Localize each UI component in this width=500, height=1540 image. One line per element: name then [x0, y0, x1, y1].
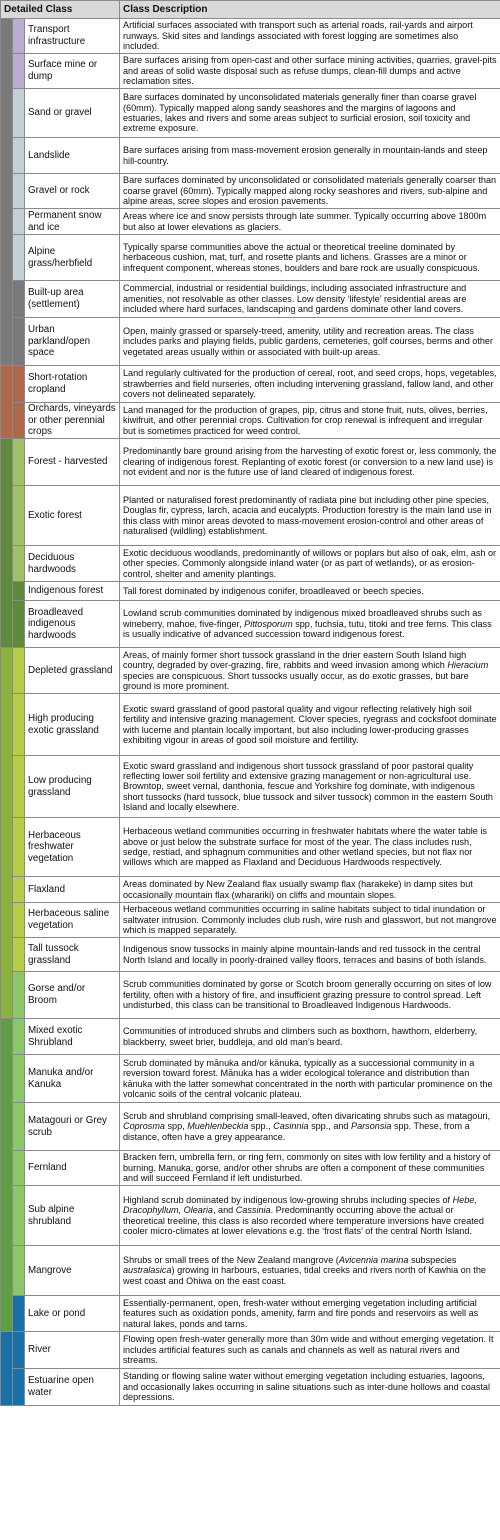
class-name: Alpine grass/herbfield: [25, 235, 120, 281]
table-row: [1, 318, 500, 366]
description-text: species are conspicuous. Short tussocks usually occur, as do exotic grasses, but bare ground is more prominent.: [123, 670, 469, 691]
table-row: [1, 938, 500, 972]
class-color-swatch: [13, 1186, 25, 1246]
class-name: Surface mine or dump: [25, 54, 120, 89]
class-description: [120, 138, 500, 174]
class-name: Short-rotation cropland: [25, 366, 120, 403]
description-text: Exotic sward grassland of good pastoral quality and vigour reflecting relatively high soil fertility and intensive grazing management. Clover species, ryegrass and cocksfoot dominate with lucerne and plantain locally important, but also including lower-producing grasses exhibiting vigour in areas of good soil moisture and fertility.: [123, 703, 497, 745]
class-color-swatch: [13, 54, 25, 89]
table-row: [1, 694, 500, 756]
class-name: Forest - harvested: [25, 439, 120, 486]
class-color-swatch: [13, 818, 25, 877]
group-color-swatch: [1, 1019, 13, 1332]
description-text: Standing or flowing saline water without emerging vegetation including estuaries, lagoons, and occasionally lakes occurring in saline situations such as inter-dune hollows and coastal depressions.: [123, 1371, 490, 1403]
table-row: [1, 281, 500, 318]
class-color-swatch: [13, 318, 25, 366]
class-color-swatch: [13, 1369, 25, 1406]
class-color-swatch: [13, 938, 25, 972]
description-text: Land regularly cultivated for the production of cereal, root, and seed crops, hops, vegetables, strawberries and field nurseries, often including intervening grassland, fallow land, and other covers not delineated separately.: [123, 368, 497, 400]
table-row: [1, 19, 500, 54]
description-text: Areas, of mainly former short tussock grassland in the drier eastern South Island high country, degraded by over-grazing, fire, rabbits and weed invasion among which: [123, 649, 467, 671]
detailed-class-header: Detailed Class: [1, 1, 120, 19]
class-name: Herbaceous freshwater vegetation: [25, 818, 120, 877]
class-name: Broadleaved indigenous hardwoods: [25, 601, 120, 648]
description-text: spp, fuchsia, tutu, titoki and tree ferns. This class is usually indicative of advanced succession toward indigenous forest.: [123, 618, 492, 640]
class-description: [120, 318, 500, 366]
description-text: , and: [212, 1205, 236, 1216]
description-text: subspecies: [408, 1254, 457, 1265]
class-description: [120, 235, 500, 281]
species-name: australasica: [123, 1265, 172, 1276]
class-name: Orchards, vineyards or other perennial crops: [25, 403, 120, 439]
table-row: [1, 89, 500, 138]
class-color-swatch: [13, 877, 25, 903]
class-color-swatch: [13, 366, 25, 403]
class-description: [120, 89, 500, 138]
class-name: Indigenous forest: [25, 582, 120, 601]
species-name: Pittosporum: [244, 618, 293, 629]
class-color-swatch: [13, 1055, 25, 1103]
description-text: Essentially-permanent, open, fresh-water without emerging vegetation including artificial features such as oxidation ponds, amenity, farm and fire ponds and reservoirs as well as natural lakes, ponds and tarns.: [123, 1297, 479, 1329]
table-row: [1, 1103, 500, 1151]
description-text: spp., and: [308, 1121, 352, 1132]
class-name: Sub alpine shrubland: [25, 1186, 120, 1246]
class-description: [120, 546, 500, 582]
description-text: Indigenous snow tussocks in mainly alpine mountain-lands and red tussock in the central North Island and locally in poorly-drained valley floors, terraces and basins of both islands.: [123, 944, 487, 965]
description-text: Planted or naturalised forest predominantly of radiata pine but including other pine species, Douglas fir, cypress, larch, acacia and eucalypts. Production forestry is the main land use in this class with minor areas devoted to mass-movement erosion-control and other areas of naturalised (wildling) establishment.: [123, 494, 492, 536]
class-color-swatch: [13, 903, 25, 938]
description-text: . Predominantly occurring above the actual or theoretical treeline, this class is also recorded where temperature inversions have created cooler micro-climates at lower elevations e.g. the ‘frost flats’ of the central North Island.: [123, 1205, 484, 1236]
class-description: [120, 19, 500, 54]
class-name: Landslide: [25, 138, 120, 174]
table-row: [1, 903, 500, 938]
table-row: [1, 439, 500, 486]
description-text: spp.,: [248, 1121, 274, 1132]
class-description: [120, 938, 500, 972]
class-name: Low producing grassland: [25, 756, 120, 818]
class-name: Gorse and/or Broom: [25, 972, 120, 1019]
class-color-swatch: [13, 174, 25, 209]
class-description: [120, 1019, 500, 1055]
class-color-swatch: [13, 546, 25, 582]
table-row: [1, 972, 500, 1019]
description-text: Bracken fern, umbrella fern, or ring fern, commonly on sites with low fertility and a history of burning. Manuka, gorse, and/or other shrubs are often a component of these communities and will succeed Fernland if left undisturbed.: [123, 1152, 491, 1184]
description-text: Predominantly bare ground arising from the harvesting of exotic forest or, less commonly, the clearing of indigenous forest. Replanting of exotic forest (or conversion to a new land use) is not evident and nor is the future use of land cleared of indigenous forest.: [123, 446, 497, 478]
class-name: Mangrove: [25, 1246, 120, 1296]
class-color-swatch: [13, 19, 25, 54]
group-color-swatch: [1, 1332, 13, 1406]
class-name: Transport infrastructure: [25, 19, 120, 54]
group-color-swatch: [1, 648, 13, 1019]
description-text: Land managed for the production of grapes, pip, citrus and stone fruit, nuts, olives, berries, kiwifruit, and other perennial crops. Cultivation for crop renewal is infrequent and irregular but is sometimes practiced for weed control.: [123, 404, 488, 436]
class-name: Flaxland: [25, 877, 120, 903]
class-name: Exotic forest: [25, 486, 120, 546]
description-text: ) growing in harbours, estuaries, tidal creeks and rivers north of Kawhia on the west coast and Ohiwa on the east coast.: [123, 1265, 486, 1286]
species-name: Parsonsia: [351, 1121, 392, 1132]
table-row: [1, 1369, 500, 1406]
class-description: [120, 648, 500, 694]
species-name: Casinnia: [273, 1121, 309, 1132]
description-text: Tall forest dominated by indigenous conifer, broadleaved or beech species.: [123, 585, 424, 596]
table-row: [1, 1151, 500, 1186]
table-row: [1, 582, 500, 601]
class-description: [120, 1151, 500, 1186]
class-name: Matagouri or Grey scrub: [25, 1103, 120, 1151]
class-color-swatch: [13, 403, 25, 439]
description-text: Bare surfaces dominated by unconsolidated or consolidated materials generally coarser than coarse gravel (60mm). Typically mapped along rocky seashores and rivers, sub-alpine and alpine areas, scree slopes and erosion pavements.: [123, 175, 497, 207]
description-text: Lowland scrub communities dominated by indigenous mixed broadleaved shrubs such as wineberry, mahoe, five-finger,: [123, 608, 482, 629]
class-description: [120, 486, 500, 546]
table-row: [1, 756, 500, 818]
table-row: [1, 138, 500, 174]
species-name: Cassinia: [235, 1205, 271, 1216]
table-row: [1, 601, 500, 648]
description-text: Herbaceous wetland communities occurring in freshwater habitats where the water table is above or just below the substrate surface for most of the year. The class includes rush, sedge, restiad, and sphagnum communities and other wetland species, but not flax nor willows which are mapped as Flaxland and Deciduous Hardwoods respectively.: [123, 826, 487, 868]
class-color-swatch: [13, 601, 25, 648]
description-text: Typically sparse communities above the actual or theoretical treeline dominated by herbaceous cushion, mat, turf, and rosette plants and lichens. Grasses are a minor or infrequent component, whereas stones, boulders and bare rock are usually conspicuous.: [123, 241, 480, 273]
class-name: Built-up area (settlement): [25, 281, 120, 318]
class-color-swatch: [13, 1296, 25, 1332]
class-color-swatch: [13, 235, 25, 281]
table-row: [1, 818, 500, 877]
description-text: spp. These, from a distance, often have a grey appearance.: [123, 1121, 470, 1142]
class-name: Gravel or rock: [25, 174, 120, 209]
species-name: Muehlenbeckia: [187, 1121, 249, 1132]
table-row: [1, 174, 500, 209]
description-text: Exotic sward grassland and indigenous short tussock grassland of poor pastoral quality reflecting lower soil fertility and extensive grazing management or non-agricultural use. Browntop, sweet vernal, danthonia, fescue and Yorkshire fog dominate, with indigenous short tussocks (hard tussock, blue tussock and silver tussock) common in the eastern South Island and locally elsewhere.: [123, 760, 493, 813]
class-color-swatch: [13, 138, 25, 174]
description-text: Communities of introduced shrubs and climbers such as boxthorn, hawthorn, elderberry, blackberry, sweet brier, buddleja, and old man’s beard.: [123, 1026, 478, 1047]
class-name: Manuka and/or Kanuka: [25, 1055, 120, 1103]
class-description: [120, 694, 500, 756]
class-name: Sand or gravel: [25, 89, 120, 138]
species-name: Avicennia marina: [338, 1254, 409, 1265]
class-name: Tall tussock grassland: [25, 938, 120, 972]
class-description: [120, 439, 500, 486]
table-row: [1, 1246, 500, 1296]
table-row: [1, 366, 500, 403]
group-color-swatch: [1, 439, 13, 648]
table-row: [1, 1332, 500, 1369]
description-text: Highland scrub dominated by indigenous low-growing shrubs including species of: [123, 1194, 453, 1205]
class-color-swatch: [13, 1246, 25, 1296]
description-text: Commercial, industrial or residential buildings, including associated infrastructure and amenities, not resolvable as other classes. Low density ‘lifestyle’ residential areas are included where hard surfaces, landscaping and gardens dominate other land covers.: [123, 283, 467, 315]
description-text: spp,: [164, 1121, 188, 1132]
species-name: Hebe, Dracophyllum, Olearia: [123, 1194, 477, 1216]
class-color-swatch: [13, 209, 25, 235]
class-description: [120, 54, 500, 89]
class-color-swatch: [13, 972, 25, 1019]
class-color-swatch: [13, 1151, 25, 1186]
description-text: Herbaceous wetland communities occurring in saline habitats subject to tidal inundation or saltwater intrusion. Commonly includes club rush, wire rush and glasswort, but not mangrove which is mapped separately.: [123, 904, 497, 936]
class-name: Mixed exotic Shrubland: [25, 1019, 120, 1055]
group-color-swatch: [1, 366, 13, 439]
table-row: [1, 1296, 500, 1332]
description-text: Exotic deciduous woodlands, predominantly of willows or poplars but also of oak, elm, ash or other species. Commonly alongside inland water (or as part of wetlands), or as erosion-control, shelter and amenity plantings.: [123, 547, 497, 579]
class-name: Estuarine open water: [25, 1369, 120, 1406]
description-text: Open, mainly grassed or sparsely-treed, amenity, utility and recreation areas. The class includes parks and playing fields, public gardens, cemeteries, golf courses, berms and other vegetated areas usually within or associated with built-up areas.: [123, 325, 494, 357]
class-color-swatch: [13, 439, 25, 486]
table-row: [1, 1055, 500, 1103]
class-name: River: [25, 1332, 120, 1369]
class-description: [120, 1246, 500, 1296]
table-row: [1, 1186, 500, 1246]
table-row: [1, 648, 500, 694]
class-description: [120, 1055, 500, 1103]
description-text: Bare surfaces arising from mass-movement erosion generally in mountain-lands and steep hill-country.: [123, 145, 488, 166]
description-text: Areas dominated by New Zealand flax usually swamp flax (harakeke) in damp sites but occasionally mountain flax (wharariki) on cliffs and mountain slopes.: [123, 879, 473, 900]
group-color-swatch: [1, 19, 13, 366]
table-row: [1, 546, 500, 582]
class-color-swatch: [13, 89, 25, 138]
table-row: [1, 403, 500, 439]
class-description: [120, 209, 500, 235]
class-description: [120, 818, 500, 877]
description-text: Bare surfaces dominated by unconsolidated materials generally finer than coarse gravel (60mm). Typically mapped along sandy seashores and the margins of lagoons and estuaries, lakes and rivers and some areas subject to surficial erosion, soil toxicity and extreme exposure.: [123, 92, 477, 134]
class-name: Herbaceous saline vegetation: [25, 903, 120, 938]
table-row: [1, 486, 500, 546]
species-name: Hieracium: [447, 660, 489, 671]
description-text: Flowing open fresh-water generally more than 30m wide and without emerging vegetation. It includes artificial features such as canals and channels as well as natural rivers and streams.: [123, 1334, 494, 1366]
class-description: [120, 1103, 500, 1151]
class-name: Deciduous hardwoods: [25, 546, 120, 582]
class-description: [120, 1186, 500, 1246]
class-color-swatch: [13, 1103, 25, 1151]
class-color-swatch: [13, 756, 25, 818]
class-description: [120, 582, 500, 601]
class-description: [120, 877, 500, 903]
description-text: Scrub dominated by mānuka and/or kānuka, typically as a successional community in a reversion toward forest. Mānuka has a wider ecological tolerance and distribution than kānuka with the latter somewhat concentrated in the north with particular prominence on the volcanic soils of the central volcanic plateau.: [123, 1057, 493, 1099]
table-row: [1, 877, 500, 903]
class-description: [120, 174, 500, 209]
table-row: [1, 54, 500, 89]
class-color-swatch: [13, 1019, 25, 1055]
description-text: Areas where ice and snow persists through late summer. Typically occurring above 1800m but also at lower elevations as glaciers.: [123, 211, 487, 232]
description-text: Scrub communities dominated by gorse or Scotch broom generally occurring on sites of low fertility, often with a history of fire, and insufficient grazing pressure to control spread. Left undisturbed, this class can be transitional to Broadleaved Indigenous Hardwoods.: [123, 979, 492, 1011]
class-name: Permanent snow and ice: [25, 209, 120, 235]
class-color-swatch: [13, 1332, 25, 1369]
class-description-header: Class Description: [120, 1, 500, 19]
description-text: Bare surfaces arising from open-cast and other surface mining activities, quarries, gravel-pits and areas of solid waste disposal such as refuse dumps, clean-fill dumps and active reclamation sites.: [123, 55, 497, 87]
class-description: [120, 1369, 500, 1406]
class-description: [120, 366, 500, 403]
class-color-swatch: [13, 648, 25, 694]
class-color-swatch: [13, 582, 25, 601]
class-description: [120, 601, 500, 648]
header-row: [1, 1, 500, 19]
class-color-swatch: [13, 486, 25, 546]
class-description: [120, 903, 500, 938]
class-name: Fernland: [25, 1151, 120, 1186]
class-description: [120, 1296, 500, 1332]
species-name: Coprosma: [123, 1121, 165, 1132]
class-name: Lake or pond: [25, 1296, 120, 1332]
class-name: Depleted grassland: [25, 648, 120, 694]
description-text: Artificial surfaces associated with transport such as arterial roads, rail-yards and airport runways. Skid sites and landings associated with forest logging are sometimes also included.: [123, 20, 473, 52]
class-description: [120, 972, 500, 1019]
class-color-swatch: [13, 694, 25, 756]
class-name: High producing exotic grassland: [25, 694, 120, 756]
class-color-swatch: [13, 281, 25, 318]
table-row: [1, 235, 500, 281]
class-description: [120, 1332, 500, 1369]
table-row: [1, 1019, 500, 1055]
description-text: Shrubs or small trees of the New Zealand mangrove (: [123, 1254, 339, 1265]
description-text: Scrub and shrubland comprising small-leaved, often divaricating shrubs such as matagouri,: [123, 1110, 490, 1121]
class-description: [120, 756, 500, 818]
class-description: [120, 403, 500, 439]
class-name: Urban parkland/open space: [25, 318, 120, 366]
class-description: [120, 281, 500, 318]
table-row: [1, 209, 500, 235]
